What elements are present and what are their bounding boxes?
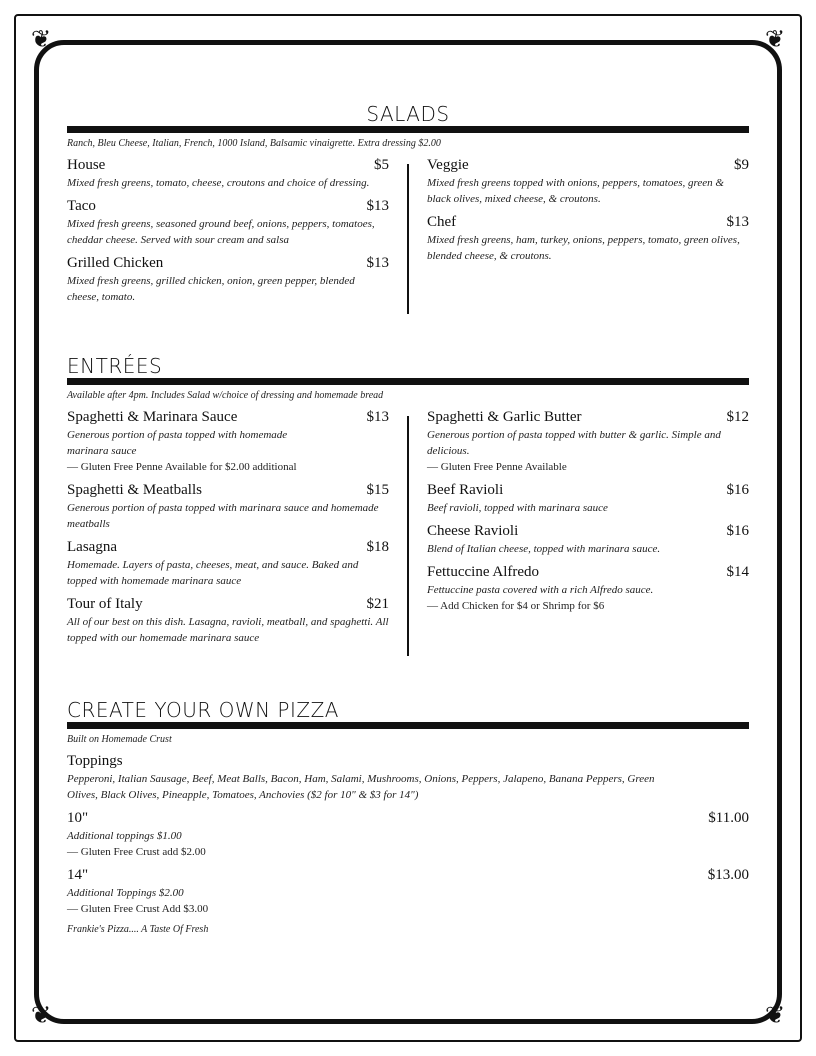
section-title: ENTRÉES xyxy=(67,354,163,378)
item-name: Beef Ravioli xyxy=(427,482,504,498)
section-title: CREATE YOUR OWN PIZZA xyxy=(67,698,339,722)
item-price: $13 xyxy=(366,409,389,425)
section-rule xyxy=(67,378,749,385)
item-name: Taco xyxy=(67,198,96,214)
pizza-size-item xyxy=(67,866,749,917)
item-price: $15 xyxy=(366,482,389,498)
ornament-icon: ❦ xyxy=(764,25,786,53)
item-price: $9 xyxy=(734,157,749,173)
item-extra: — Gluten Free Penne Available for $2.00 additional xyxy=(67,461,297,473)
item-name: Spaghetti & Meatballs xyxy=(67,482,202,498)
menu-item xyxy=(67,595,389,646)
item-price: $12 xyxy=(726,409,749,425)
item-description: Additional Toppings $2.00 xyxy=(67,887,184,899)
item-name: House xyxy=(67,157,106,173)
item-description: Generous portion of pasta topped with homemade marinara sauce xyxy=(67,429,288,457)
menu-item xyxy=(427,408,749,475)
item-price: $13 xyxy=(366,198,389,214)
item-price: $16 xyxy=(726,482,749,498)
item-name: Spaghetti & Marinara Sauce xyxy=(67,409,238,425)
item-price: $13.00 xyxy=(707,867,749,883)
item-description: Mixed fresh greens, ham, turkey, onions, peppers, tomato, green olives, blended cheese, & croutons. xyxy=(427,234,740,262)
item-name: Tour of Italy xyxy=(67,596,143,612)
entrees-left-column xyxy=(67,402,389,646)
menu-item xyxy=(67,481,389,532)
item-name: 10" xyxy=(67,810,89,826)
item-extra: — Add Chicken for $4 or Shrimp for $6 xyxy=(427,600,605,612)
pizza-size-item xyxy=(67,809,749,860)
item-extra: — Gluten Free Penne Available xyxy=(427,461,567,473)
item-price: $5 xyxy=(374,157,389,173)
column-divider xyxy=(407,416,409,656)
item-name: Chef xyxy=(427,214,457,230)
item-description: Mixed fresh greens, tomato, cheese, croutons and choice of dressing. xyxy=(67,177,370,189)
item-extra: — Gluten Free Crust add $2.00 xyxy=(67,846,206,858)
item-name: Toppings xyxy=(67,753,123,769)
item-price: $11.00 xyxy=(708,810,749,826)
item-name: Spaghetti & Garlic Butter xyxy=(427,409,582,425)
ornament-icon: ❦ xyxy=(30,25,52,53)
item-description: Mixed fresh greens, grilled chicken, onion, green pepper, blended cheese, tomato. xyxy=(67,275,355,303)
salads-section xyxy=(67,102,749,305)
menu-item xyxy=(427,156,749,207)
salads-columns xyxy=(67,150,749,305)
item-description: Pepperoni, Italian Sausage, Beef, Meat Balls, Bacon, Ham, Salami, Mushrooms, Onions, Peppers, Jalapeno, Banana Peppers, Green Olives, Black Olives, Pineapple, Tomatoes, Anchovies ($2 for 10" & $3 for 14") xyxy=(67,773,655,801)
item-name: Lasagna xyxy=(67,539,117,555)
entrees-columns xyxy=(67,402,749,646)
item-description: Mixed fresh greens topped with onions, peppers, tomatoes, green & black olives, mixed cheese, & croutons. xyxy=(427,177,724,205)
item-price: $16 xyxy=(726,523,749,539)
menu-item xyxy=(427,481,749,516)
menu-item xyxy=(67,538,389,589)
section-rule xyxy=(67,126,749,133)
section-title: SALADS xyxy=(366,102,450,126)
menu-item xyxy=(427,522,749,557)
item-price: $13 xyxy=(726,214,749,230)
item-description: Fettuccine pasta covered with a rich Alfredo sauce. xyxy=(427,584,654,596)
item-description: Homemade. Layers of pasta, cheeses, meat, and sauce. Baked and topped with homemade marinara sauce xyxy=(67,559,359,587)
section-note: Built on Homemade Crust xyxy=(67,734,172,745)
item-name: Fettuccine Alfredo xyxy=(427,564,540,580)
toppings-item xyxy=(67,752,749,803)
salads-left-column xyxy=(67,150,389,305)
item-price: $13 xyxy=(366,255,389,271)
item-description: Beef ravioli, topped with marinara sauce xyxy=(427,502,608,514)
salads-right-column xyxy=(427,150,749,305)
menu-item xyxy=(427,213,749,264)
item-description: All of our best on this dish. Lasagna, ravioli, meatball, and spaghetti. All topped with our homemade marinara sauce xyxy=(67,616,389,644)
item-description: Mixed fresh greens, seasoned ground beef, onions, peppers, tomatoes, cheddar cheese. Served with sour cream and salsa xyxy=(67,218,375,246)
item-price: $14 xyxy=(726,564,749,580)
menu-item xyxy=(67,156,389,191)
entrees-right-column xyxy=(427,402,749,646)
item-name: 14" xyxy=(67,867,89,883)
item-name: Veggie xyxy=(427,157,469,173)
entrees-section xyxy=(67,354,749,646)
item-name: Cheese Ravioli xyxy=(427,523,519,539)
footer-tagline: Frankie's Pizza.... A Taste Of Fresh xyxy=(67,924,209,935)
ornament-icon: ❦ xyxy=(30,1001,52,1029)
menu-item xyxy=(67,408,389,475)
section-note: Available after 4pm. Includes Salad w/choice of dressing and homemade bread xyxy=(67,390,384,401)
item-description: Generous portion of pasta topped with butter & garlic. Simple and delicious. xyxy=(427,429,721,457)
pizza-section xyxy=(67,698,749,936)
column-divider xyxy=(407,164,409,314)
menu-item xyxy=(427,563,749,614)
item-description: Generous portion of pasta topped with marinara sauce and homemade meatballs xyxy=(67,502,379,530)
item-description: Additional toppings $1.00 xyxy=(67,830,182,842)
menu-item xyxy=(67,197,389,248)
ornament-icon: ❦ xyxy=(764,1001,786,1029)
menu-item xyxy=(67,254,389,305)
item-price: $21 xyxy=(366,596,389,612)
item-description: Blend of Italian cheese, topped with marinara sauce. xyxy=(427,543,661,555)
section-note: Ranch, Bleu Cheese, Italian, French, 1000 Island, Balsamic vinaigrette. Extra dressing $2.00 xyxy=(67,138,441,149)
section-rule xyxy=(67,722,749,729)
item-price: $18 xyxy=(366,539,389,555)
item-extra: — Gluten Free Crust Add $3.00 xyxy=(67,903,209,915)
item-name: Grilled Chicken xyxy=(67,255,164,271)
